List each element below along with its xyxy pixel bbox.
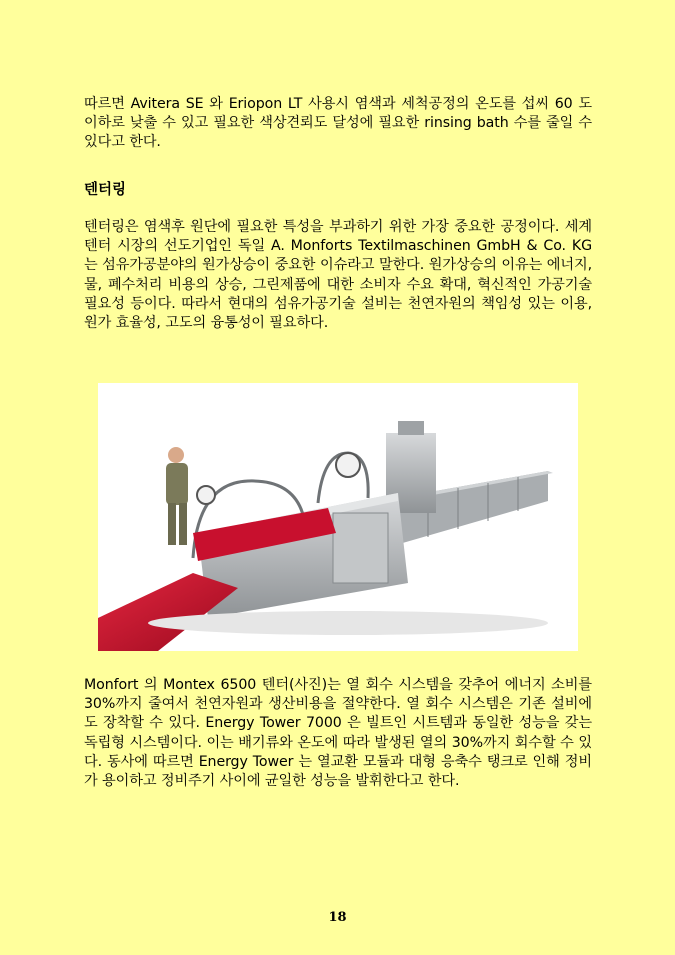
- page-number: 18: [328, 910, 347, 925]
- paragraph-tentering: 텐터링은 염색후 원단에 필요한 특성을 부과하기 위한 가장 중요한 공정이다. 세계 텐터 시장의 선도기업인 독일 A. Monforts Textilmaschinen GmbH & Co. KG 는 섬유가공분야의 원가상승이 중요한 이슈라고 말한다. 원가상승의 이유는 에너지, 물, 폐수처리 비용의 상승, 그린제품에 대한 소비자 수요 확대, 혁신적인 가공기술 필요성 등이다. 따라서 현대의 섬유가공기술 설비는 천연자원의 책임성 있는 이용, 원가 효율성, 고도의 융통성이 필요하다.: [84, 219, 592, 332]
- paragraph-intro: 따르면 Avitera SE 와 Eriopon LT 사용시 염색과 세척공정의 온도를 섭씨 60 도 이하로 낮출 수 있고 필요한 색상견뢰도 달성에 필요한 rinsing bath 수를 줄일 수 있다고 한다.: [84, 96, 592, 151]
- section-heading-tentering: 텐터링: [84, 182, 127, 198]
- tenter-machine-photo: [98, 383, 578, 651]
- paragraph-montex: Monfort 의 Montex 6500 텐터(사진)는 열 회수 시스템을 갖추어 에너지 소비를 30%까지 줄여서 천연자원과 생산비용을 절약한다. 열 회수 시스템은 기존 설비에도 장착할 수 있다. Energy Tower 7000 은 빌트인 시트템과 동일한 성능을 갖는 독립형 시스템이다. 이는 배기류와 온도에 따라 발생된 열의 30%까지 회수할 수 있다. 동사에 따르면 Energy Tower 는 열교환 모듈과 대형 응축수 탱크로 인해 정비가 용이하고 정비주기 사이에 균일한 성능을 발휘한다고 한다.: [84, 677, 592, 790]
